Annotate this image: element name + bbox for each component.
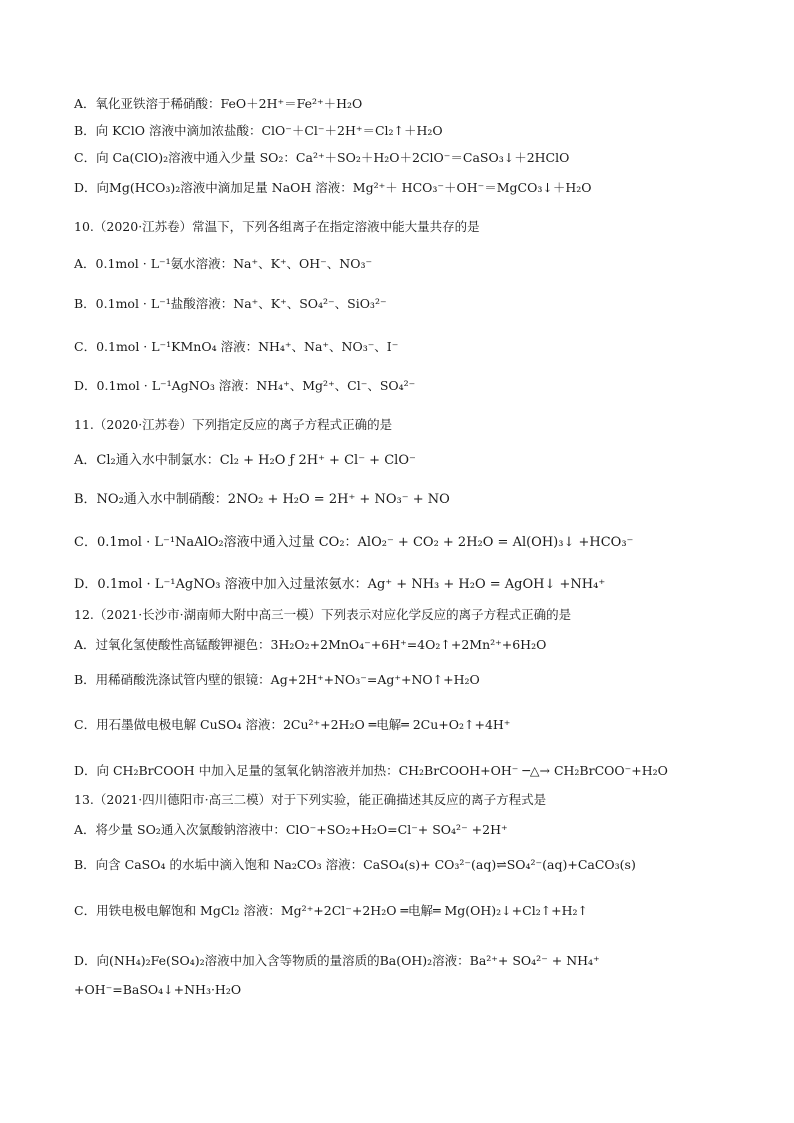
q12-option-c: C．用石墨做电极电解 CuSO₄ 溶液：2Cu²⁺+2H₂O ═电解═ 2Cu+O₂↑+4H⁺ — [74, 717, 511, 732]
q9-option-d: D．向Mg(HCO₃)₂溶液中滴加足量 NaOH 溶液：Mg²⁺＋ HCO₃⁻＋OH⁻＝MgCO₃↓＋H₂O — [74, 180, 592, 195]
q13-option-d: D．向(NH₄)₂Fe(SO₄)₂溶液中加入含等物质的量溶质的Ba(OH)₂溶液：Ba²⁺+ SO₄²⁻ + NH₄⁺ — [74, 953, 600, 968]
q10-option-a: A．0.1mol · L⁻¹氨水溶液：Na⁺、K⁺、OH⁻、NO₃⁻ — [74, 256, 373, 271]
q13-option-a: A．将少量 SO₂通入次氯酸钠溶液中：ClO⁻+SO₂+H₂O=Cl⁻+ SO₄²⁻ +2H⁺ — [74, 822, 508, 837]
q9-option-b: B．向 KClO 溶液中滴加浓盐酸：ClO⁻＋Cl⁻＋2H⁺＝Cl₂↑＋H₂O — [74, 123, 443, 138]
q12-option-b: B．用稀硝酸洗涤试管内壁的银镜：Ag+2H⁺+NO₃⁻=Ag⁺+NO↑+H₂O — [74, 672, 480, 687]
q11-stem: 11.（2020·江苏卷）下列指定反应的离子方程式正确的是 — [74, 417, 393, 432]
q11-option-b: B．NO₂通入水中制硝酸：2NO₂ + H₂O = 2H⁺ + NO₃⁻ + NO — [74, 492, 450, 507]
q13-option-b: B．向含 CaSO₄ 的水垢中滴入饱和 Na₂CO₃ 溶液：CaSO₄(s)+ CO₃²⁻(aq)⇌SO₄²⁻(aq)+CaCO₃(s) — [74, 857, 636, 872]
q13-option-c: C．用铁电极电解饱和 MgCl₂ 溶液：Mg²⁺+2Cl⁻+2H₂O ═电解═ Mg(OH)₂↓+Cl₂↑+H₂↑ — [74, 903, 589, 918]
q10-option-b: B．0.1mol · L⁻¹盐酸溶液：Na⁺、K⁺、SO₄²⁻、SiO₃²⁻ — [74, 296, 387, 311]
q11-option-d: D．0.1mol · L⁻¹AgNO₃ 溶液中加入过量浓氨水：Ag⁺ + NH₃ + H₂O = AgOH↓ +NH₄⁺ — [74, 577, 606, 592]
q12-option-d: D．向 CH₂BrCOOH 中加入足量的氢氧化钠溶液并加热：CH₂BrCOOH+OH⁻ ─△→ CH₂BrCOO⁻+H₂O — [74, 763, 668, 778]
q10-stem: 10.（2020·江苏卷）常温下，下列各组离子在指定溶液中能大量共存的是 — [74, 219, 480, 234]
q9-option-a: A．氧化亚铁溶于稀硝酸：FeO＋2H⁺＝Fe²⁺＋H₂O — [74, 96, 363, 111]
q10-option-d: D．0.1mol · L⁻¹AgNO₃ 溶液：NH₄⁺、Mg²⁺、Cl⁻、SO₄²⁻ — [74, 378, 416, 393]
q11-option-c: C．0.1mol · L⁻¹NaAlO₂溶液中通入过量 CO₂：AlO₂⁻ + CO₂ + 2H₂O = Al(OH)₃↓ +HCO₃⁻ — [74, 535, 634, 550]
q10-option-c: C．0.1mol · L⁻¹KMnO₄ 溶液：NH₄⁺、Na⁺、NO₃⁻、I⁻ — [74, 339, 399, 354]
q9-option-c: C．向 Ca(ClO)₂溶液中通入少量 SO₂：Ca²⁺＋SO₂＋H₂O＋2ClO⁻＝CaSO₃↓＋2HClO — [74, 150, 570, 165]
q12-option-a: A．过氧化氢使酸性高锰酸钾褪色：3H₂O₂+2MnO₄⁻+6H⁺=4O₂↑+2Mn²⁺+6H₂O — [74, 637, 547, 652]
q13-option-d-continued: +OH⁻=BaSO₄↓+NH₃·H₂O — [74, 982, 242, 997]
q11-option-a: A．Cl₂通入水中制氯水：Cl₂ + H₂O ƒ 2H⁺ + Cl⁻ + ClO⁻ — [74, 453, 416, 468]
q12-stem: 12.（2021·长沙市·湖南师大附中高三一模）下列表示对应化学反应的离子方程式正确的是 — [74, 607, 572, 622]
q13-stem: 13.（2021·四川德阳市·高三二模）对于下列实验，能正确描述其反应的离子方程式是 — [74, 792, 547, 807]
